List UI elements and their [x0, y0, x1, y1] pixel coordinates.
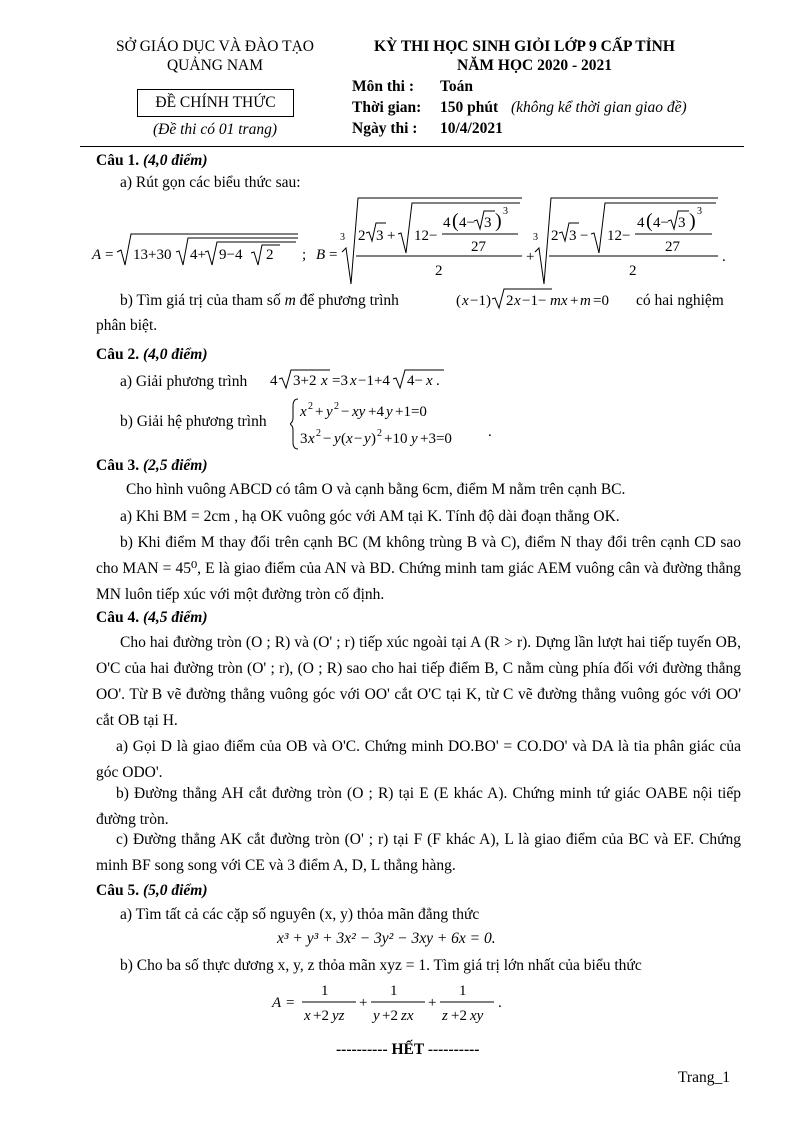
svg-text:=: =	[286, 995, 295, 1011]
q1-b-end: có hai nghiệm	[636, 292, 724, 309]
svg-text:x: x	[426, 373, 433, 389]
svg-text:x: x	[350, 373, 357, 389]
time-value: 150 phút	[440, 99, 499, 116]
pages-note: (Đề thi có 01 trang)	[153, 121, 277, 138]
q3-b-text: b) Khi điểm M thay đổi trên cạnh BC (M không trùng B và C), điểm N thay đổi trên cạnh CD sao cho MAN = 45⁰, E là giao điểm của AN và BD. Chứng minh tam giác AEM vuông cân và đường thẳng MN luôn tiếp xúc với một đường tròn cố định.	[96, 534, 741, 603]
svg-text:12−: 12−	[607, 228, 631, 244]
exam-title: KỲ THI HỌC SINH GIỎI LỚP 9 CẤP TỈNH	[374, 38, 675, 55]
svg-text:xy: xy	[352, 404, 366, 420]
svg-text:A: A	[92, 247, 102, 263]
q3-a-text: a) Khi BM = 2cm , hạ OK vuông góc với AM tại K. Tính độ dài đoạn thẳng OK.	[120, 508, 620, 525]
svg-text:3: 3	[340, 232, 345, 243]
svg-text:+3=0: +3=0	[420, 431, 452, 447]
q3-intro: Cho hình vuông ABCD có tâm O và cạnh bằng 6cm, điểm M nằm trên cạnh BC.	[126, 481, 626, 498]
svg-text:1: 1	[390, 983, 398, 999]
svg-text:−1−: −1−	[522, 293, 547, 309]
svg-text:−: −	[580, 228, 589, 244]
svg-text:+10: +10	[384, 431, 408, 447]
q2-b-text: b) Giải hệ phương trình	[120, 413, 267, 430]
department-name: SỞ GIÁO DỤC VÀ ĐÀO TẠO	[116, 38, 314, 55]
q4-a-text: a) Gọi D là giao điểm của OB và O'C. Chứng minh DO.BO' = CO.DO' và DA là tia phân giác của góc ODO'.	[96, 738, 741, 781]
svg-text:3: 3	[697, 206, 702, 217]
svg-text:xy: xy	[470, 1008, 484, 1024]
svg-text:zx: zx	[401, 1008, 414, 1024]
q1-b-equation	[456, 286, 636, 312]
svg-text:4: 4	[637, 215, 645, 231]
svg-text:2: 2	[316, 428, 321, 439]
svg-text:=0: =0	[593, 293, 609, 309]
q4-intro: Cho hai đường tròn (O ; R) và (O' ; r) tiếp xúc ngoài tại A (R > r). Dựng lần lượt hai tiếp tuyến OB, O'C của hai đường tròn (O' ; r), (O ; R) sao cho hai tiếp điểm B, C nằm cùng phía đối với đường thẳng OO'. Từ B vẽ đường thẳng vuông góc với OO' cắt O'C tại K, từ C vẽ đường thẳng vuông góc với OO' cắt OB tại H.	[96, 634, 741, 729]
svg-text:4−: 4−	[653, 215, 669, 231]
svg-text:+4: +4	[368, 404, 384, 420]
svg-text:x: x	[321, 373, 328, 389]
svg-text:+2: +2	[382, 1008, 398, 1024]
svg-text:): )	[371, 431, 376, 447]
svg-text:1: 1	[459, 983, 467, 999]
svg-text:(: (	[456, 293, 461, 309]
svg-text:mx: mx	[550, 293, 568, 309]
svg-text:2: 2	[358, 228, 366, 244]
svg-text:+2: +2	[313, 1008, 329, 1024]
official-label: ĐỀ CHÍNH THỨC	[137, 89, 294, 117]
svg-text:2: 2	[334, 401, 339, 412]
q1-title: Câu 1. (4,0 điểm)	[96, 152, 208, 169]
svg-text:27: 27	[471, 239, 486, 255]
svg-text:+1=0: +1=0	[395, 404, 427, 420]
svg-text:13+30: 13+30	[133, 247, 172, 263]
header-divider	[80, 146, 744, 147]
q3-title: Câu 3. (2,5 điểm)	[96, 457, 208, 474]
svg-text:2: 2	[377, 428, 382, 439]
svg-text:x: x	[346, 431, 353, 447]
date-label: Ngày thi :	[352, 120, 418, 137]
svg-text:y: y	[411, 431, 418, 447]
q4-b-text: b) Đường thẳng AH cắt đường tròn (O ; R) tại E (E khác A). Chứng minh tứ giác OABE nội tiếp đường tròn.	[96, 785, 741, 828]
q5-b-expression	[270, 980, 510, 1026]
q5-title: Câu 5. (5,0 điểm)	[96, 882, 208, 899]
svg-text:2: 2	[435, 263, 443, 279]
svg-text:z: z	[442, 1008, 448, 1024]
svg-text:y: y	[334, 431, 341, 447]
svg-text:y: y	[326, 404, 333, 420]
svg-text:=3: =3	[332, 373, 348, 389]
svg-text:3: 3	[376, 228, 384, 244]
svg-text:9−4: 9−4	[219, 247, 243, 263]
svg-text:−1+4: −1+4	[358, 373, 390, 389]
svg-text:.: .	[488, 424, 492, 440]
svg-text:B: B	[316, 247, 326, 263]
svg-text:27: 27	[665, 239, 680, 255]
q2-a-text: a) Giải phương trình	[120, 373, 248, 390]
q5-a-equation: x³ + y³ + 3x² − 3y² − 3xy + 6x = 0.	[277, 930, 496, 947]
svg-text:4−: 4−	[459, 215, 475, 231]
svg-text:x: x	[514, 293, 521, 309]
svg-text:3: 3	[484, 215, 492, 231]
svg-text:+: +	[359, 995, 368, 1011]
q2-b-system	[290, 396, 510, 452]
svg-text:−: −	[354, 431, 363, 447]
school-year: NĂM HỌC 2020 - 2021	[457, 57, 612, 74]
svg-text:x: x	[304, 1008, 311, 1024]
date-value: 10/4/2021	[440, 120, 503, 137]
svg-text:3: 3	[678, 215, 686, 231]
svg-text:+: +	[387, 228, 396, 244]
end-marker: ---------- HẾT ----------	[336, 1041, 480, 1058]
svg-text:): )	[495, 210, 502, 232]
svg-text:4−: 4−	[407, 373, 423, 389]
svg-text:2: 2	[629, 263, 637, 279]
svg-text:=: =	[329, 247, 338, 263]
svg-text:A: A	[272, 995, 282, 1011]
svg-text:y: y	[364, 431, 371, 447]
svg-text:x: x	[300, 404, 307, 420]
svg-text:y: y	[386, 404, 393, 420]
q1-a-formulas	[90, 194, 740, 286]
svg-text:3: 3	[300, 431, 308, 447]
svg-text:12−: 12−	[414, 228, 438, 244]
svg-text:2: 2	[308, 401, 313, 412]
svg-text:x: x	[308, 431, 315, 447]
svg-text:4: 4	[443, 215, 451, 231]
svg-text:(: (	[646, 210, 653, 232]
svg-text:.: .	[498, 995, 502, 1011]
svg-text:.: .	[722, 249, 726, 265]
svg-text:3: 3	[503, 206, 508, 217]
q1-a-text: a) Rút gọn các biểu thức sau:	[120, 174, 301, 191]
svg-text:.: .	[436, 373, 440, 389]
svg-text:+2: +2	[451, 1008, 467, 1024]
svg-text:4+: 4+	[190, 247, 206, 263]
svg-text:(: (	[341, 431, 346, 447]
svg-text:+: +	[570, 293, 579, 309]
page-number: Trang_1	[678, 1069, 730, 1086]
svg-text:3+2: 3+2	[293, 373, 317, 389]
svg-text:2: 2	[266, 247, 274, 263]
subject-value: Toán	[440, 78, 474, 95]
time-label: Thời gian:	[352, 99, 422, 116]
svg-text:−: −	[323, 431, 332, 447]
svg-text:4: 4	[270, 373, 278, 389]
svg-text:=: =	[105, 247, 114, 263]
subject-label: Môn thi :	[352, 78, 414, 95]
svg-text:yz: yz	[332, 1008, 345, 1024]
svg-text:−1): −1)	[470, 293, 491, 309]
q5-a-text: a) Tìm tất cả các cặp số nguyên (x, y) thỏa mãn đẳng thức	[120, 906, 480, 923]
province-name: QUẢNG NAM	[166, 57, 263, 74]
svg-text:3: 3	[533, 232, 538, 243]
svg-text:;: ;	[302, 247, 307, 263]
q2-title: Câu 2. (4,0 điểm)	[96, 346, 208, 363]
q5-b-text: b) Cho ba số thực dương x, y, z thỏa mãn xyz = 1. Tìm giá trị lớn nhất của biểu thức	[120, 957, 642, 974]
svg-text:2: 2	[506, 293, 514, 309]
svg-text:): )	[689, 210, 696, 232]
svg-text:+: +	[428, 995, 437, 1011]
svg-text:x: x	[462, 293, 469, 309]
svg-text:y: y	[373, 1008, 380, 1024]
svg-text:2: 2	[551, 228, 559, 244]
svg-text:−: −	[341, 404, 350, 420]
svg-text:1: 1	[321, 983, 329, 999]
svg-text:+: +	[315, 404, 324, 420]
time-note: (không kể thời gian giao đề)	[511, 99, 687, 116]
q4-c-text: c) Đường thẳng AK cắt đường tròn (O' ; r) tại F (F khác A), L là giao điểm của BC và EF. Chứng minh BF song song với CE và 3 điểm A, D, L thẳng hàng.	[96, 831, 741, 874]
svg-text:m: m	[580, 293, 591, 309]
q2-a-equation	[266, 366, 466, 392]
q1-b-line2: phân biệt.	[96, 317, 158, 334]
q4-title: Câu 4. (4,5 điểm)	[96, 609, 208, 626]
svg-text:+: +	[526, 249, 535, 265]
svg-text:3: 3	[569, 228, 577, 244]
svg-text:(: (	[452, 210, 459, 232]
q1-b-line: b) Tìm giá trị của tham số m để phương trình	[120, 292, 399, 309]
